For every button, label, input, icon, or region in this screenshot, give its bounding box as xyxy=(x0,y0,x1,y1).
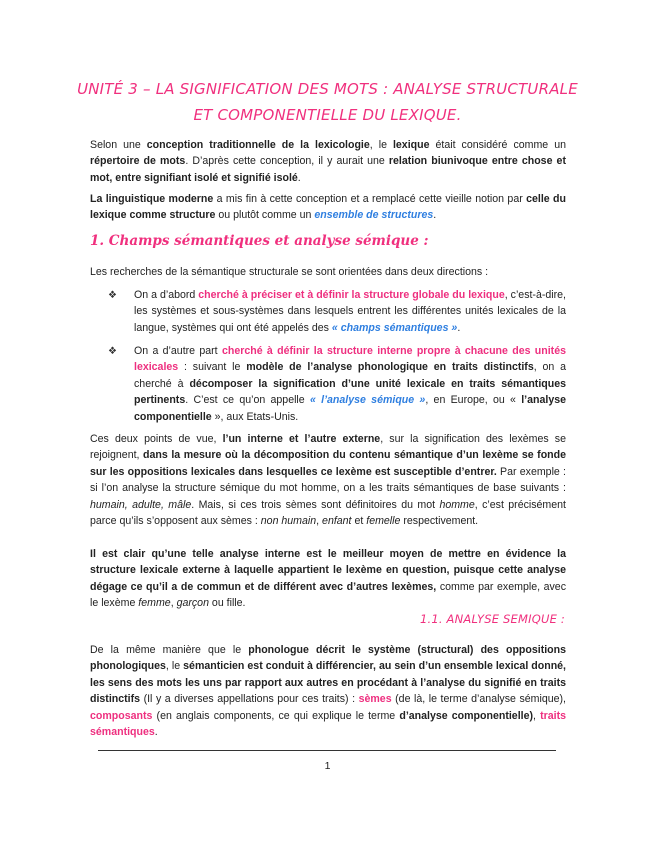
paragraph-modern-linguistics: La linguistique moderne a mis fin à cette conception et a remplacé cette vieille notion par celle du lexique comme structure ou plutôt comme un ensemble de structures. xyxy=(90,193,567,222)
page-title xyxy=(60,76,595,128)
section-heading-champs-semantiques: 1. Champs sémantiques et analyse sémique : xyxy=(90,233,429,249)
bullet-item-internal-structure: On a d’autre part cherché à définir la structure interne propre à chacune des unités lexicales : suivant le modèle de l’analyse phonologique en traits distinctifs, on a cherché à décomposer la signification d’une unité lexicale en traits sémantiques pertinents. C’est ce qu’on appelle « l’analyse sémique », en Europe, ou « l’analyse componentielle », aux Etats-Unis. xyxy=(134,345,567,423)
subsection-heading-analyse-semique: 1.1. ANALYSE SEMIQUE : xyxy=(419,612,565,626)
paragraph-semanticien: De la même manière que le phonologue décrit le système (structural) des oppositions phonologiques, le sémanticien est conduit à différencier, au sein d’un ensemble lexical donné, les sens des mots les uns par rapport aux autres en procédant à l’analyse du signifié en traits distinctifs (Il y a diverses appellations pour ces traits) : sèmes (de là, le terme d’analyse sémique), composants (en anglais components, ce qui explique le terme d’analyse componentielle), traits sémantiques. xyxy=(90,644,567,739)
diamond-bullet-icon: ❖ xyxy=(108,290,117,301)
paragraph-internal-analysis: Il est clair qu’une telle analyse interne est le meilleur moyen de mettre en évidence la structure lexicale externe à laquelle appartient le lexème en question, puisque cette analyse dégage ce qu’il a de commun et de différent avec d’autres lexèmes, comme par exemple, avec le lexème femme, garçon ou fille. xyxy=(90,548,566,610)
paragraph-traditional-conception: Selon une conception traditionnelle de la lexicologie, le lexique était considéré comme un répertoire de mots. D’après cette conception, il y aurait une relation biunivoque entre chose et mot, entre signifiant isolé et signifié isolé. xyxy=(90,139,566,184)
title-line-1: UNITÉ 3 – LA SIGNIFICATION DES MOTS : ANALYSE STRUCTURALE xyxy=(77,80,578,98)
page-number: 1 xyxy=(324,760,331,772)
bullet-item-global-structure: On a d’abord cherché à préciser et à définir la structure globale du lexique, c’est-à-dire, les systèmes et sous-systèmes dans lesquels entrent les différentes unités lexicales de la langue, systèmes qui ont été appelés des « champs sémantiques ». xyxy=(134,289,566,334)
diamond-bullet-icon: ❖ xyxy=(108,346,117,357)
title-line-2: ET COMPONENTIELLE DU LEXIQUE. xyxy=(193,106,462,124)
footer-divider xyxy=(98,750,556,751)
paragraph-two-viewpoints: Ces deux points de vue, l’un interne et l’autre externe, sur la signification des lexèmes se rejoignent, dans la mesure où la décomposition du contenu sémantique d’un lexème se fonde sur les oppositions lexicales dans lesquelles ce lexème est susceptible d’entrer. Par exemple : si l’on analyse la structure sémique du mot homme, on a les traits sémantiques de base suivants : humain, adulte, mâle. Mais, si ces trois sèmes sont définitoires du mot homme, c’est précisément parce qu’ils s’opposent aux sèmes : non humain, enfant et femelle respectivement. xyxy=(90,433,566,528)
paragraph-two-directions: Les recherches de la sémantique structurale se sont orientées dans deux directions : xyxy=(90,266,489,278)
